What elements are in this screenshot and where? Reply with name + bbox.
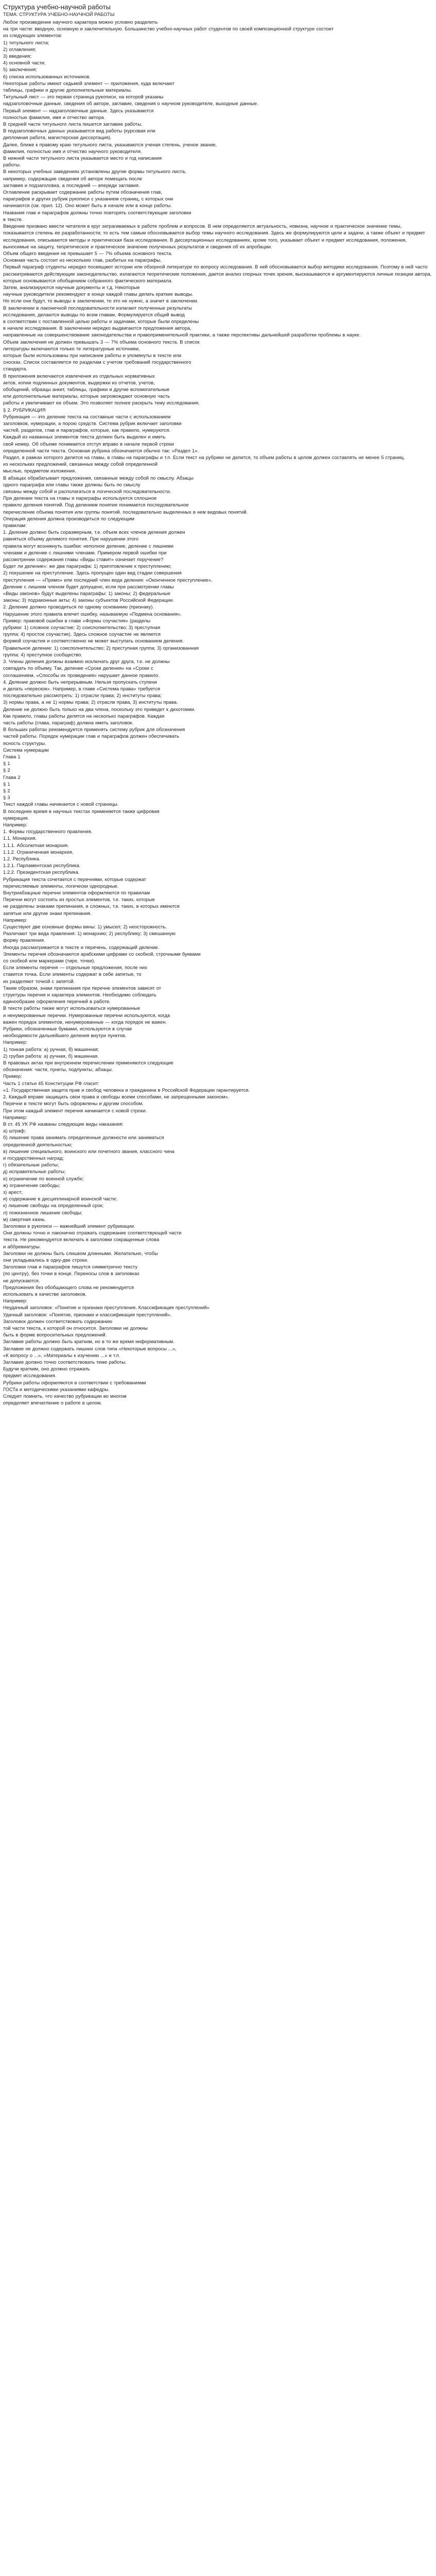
text-line: правило деления понятий. Под делением понятия понимается последовательное <box>3 502 189 508</box>
text-line: в соответствии с поставленной целью работы и задачами, которые были определены <box>3 318 199 324</box>
text-line: мыслью, предметом изложения. <box>3 468 76 474</box>
text-line: Различают три вида правления: 1) монархию; 2) республику; 3) смешанную <box>3 930 176 937</box>
text-line: не допускаются. <box>3 1277 40 1283</box>
text-line: ясность структуры. <box>3 740 46 746</box>
text-line: 4. Деление должно быть непрерывным. Нельзя пропускать ступени <box>3 679 158 685</box>
text-line: равняться объему делимого понятия. При нарушении этого <box>3 536 138 542</box>
text-line: Заголовки не должны быть слишком длинными. Желательно, чтобы <box>3 1250 158 1256</box>
text-line: «1. Государственная защита прав и свобод человека и гражданина в Российской Федерации гарантируется. <box>3 1087 250 1093</box>
text-line: Пример: правовой ошибки в главе «Формы соучастия» (разделы <box>3 617 151 623</box>
text-line: 5) заключения; <box>3 66 37 73</box>
text-line: В приложения включаются извлечения из отдельных нормативных <box>3 372 155 379</box>
text-line: ставится точка. Если элементы содержат в себе запятые, то <box>3 971 142 977</box>
text-line: фамилия, полностью имя и отчество научного руководителя. <box>3 148 142 154</box>
text-line: работы и увеличивают ее объем. Это позволяет полнее раскрыть тему исследования. <box>3 400 200 406</box>
text-line: в начале исследования. В заключении нередко выдвигаются предложения автора, <box>3 325 191 331</box>
text-line: Заголовок должен соответствовать содержанию <box>3 1318 113 1324</box>
text-line: 2. Деление должно проводиться по одному основанию (признаку). <box>3 604 154 610</box>
text-line: Оглавление раскрывает содержание работы путем обозначения глав, <box>3 189 162 195</box>
text-line: актов, копии подлинных документов, выдержки из отчетов, учетов, <box>3 379 155 385</box>
text-line: таблицы, графики и другие дополнительные материалы. <box>3 87 132 93</box>
text-line: к) лишение свободы на определенный срок; <box>3 1202 104 1209</box>
text-line: законы; 3) подзаконные акты; 4) законы субъектов Российской Федерации. <box>3 597 174 603</box>
text-line: 1. Формы государственного правления. <box>3 828 93 835</box>
text-line: Например: <box>3 821 27 827</box>
text-line: структуры перечня и характера элементов. Необходимо соблюдать <box>3 992 156 998</box>
text-line: § 2. РУБРИКАЦИЯ <box>3 406 46 413</box>
text-line: Например: <box>3 1298 27 1304</box>
text-line: Титульный лист — это первая страница рукописи, на которой указаны <box>3 94 164 100</box>
text-line: 2) грубая работа: а) ручная, б) машинная. <box>3 1053 99 1059</box>
text-line: определенной деятельностью; <box>3 1141 73 1147</box>
text-line: перечисление объема понятия или группы понятий, последовательно выделенных в нем видовых понятий. <box>3 509 248 515</box>
text-line: одного параграфа или главы также должны быть по смыслу <box>3 481 141 487</box>
text-line: а) штраф; <box>3 1128 26 1134</box>
text-line: научные руководители рекомендуют в конце каждой главы делать краткие выводы. <box>3 291 194 297</box>
text-line: б) лишение права занимать определенные должности или заниматься <box>3 1134 164 1141</box>
text-line: Деление с лишним членом будет допущено, если при рассмотрении главы <box>3 583 174 589</box>
text-line: Объем общего введения не превышает 5 — 7% объема основного текста. <box>3 250 172 256</box>
text-line: § 1 <box>3 760 10 767</box>
text-line: 3) нормы права, а не 1) нормы права; 2) отрасли права, 3) институты права. <box>3 699 178 705</box>
text-line: Глава 2 <box>3 774 21 780</box>
text-line: направленные на совершенствование законодательства и правоприменительной практики, а также перспективы дальнейшей разработки проблемы в науке. <box>3 332 361 338</box>
text-line: Иногда рассматривается в тексте и перечень, содержащий деление. <box>3 944 160 950</box>
text-line: они укладывались в одну-две строки. <box>3 1257 89 1263</box>
text-line: «Виды законов» будут выделены параграфы: 1) законы; 2) федеральные <box>3 590 171 597</box>
text-line: связаны между собой и располагаться в логической последовательности. <box>3 488 171 495</box>
text-line: Основная часть состоит из нескольких глав, разбитых на параграфы. <box>3 257 162 263</box>
text-line: Если элементы перечня — отдельные предложения, после них <box>3 964 147 971</box>
text-line: з) арест; <box>3 1189 23 1195</box>
text-line: Они должны точно и лаконично отражать содержание соответствующей части <box>3 1230 182 1236</box>
text-line: Нарушение этого правила влечет ошибку, называемую «Подмена основания». <box>3 611 182 617</box>
text-line: и государственных наград; <box>3 1155 64 1161</box>
text-line: рубрики: 1) сложное соучастие; 2) соисполнительство; 3) преступная <box>3 624 161 631</box>
text-line: перечисляемые элементы, логически однородные. <box>3 883 119 889</box>
text-line: заглавия и подзаголовка, а последний — впереди заглавия. <box>3 182 140 188</box>
text-line: параграфов и других рубрик рукописи с указанием страниц, с которых они <box>3 196 173 202</box>
text-line: правила могут возникнуть ошибки: неполное деление, деление с лишними <box>3 543 173 549</box>
text-line: В нижней части титульного листа указывается место и год написания <box>3 155 162 161</box>
text-line: г) обязательные работы; <box>3 1162 59 1168</box>
text-line: со скобкой или маркерами (тире, точки). <box>3 958 95 964</box>
text-line: § 2 <box>3 787 10 793</box>
page-subtitle: ТЕМА: СТРУКТУРА УЧЕБНО-НАУЧНОЙ РАБОТЫ <box>3 11 115 17</box>
text-line: 3. Члены деления должны взаимно исключать друг друга, т.е. не должны <box>3 658 170 665</box>
text-line: 1.1.1. Абсолютная монархия. <box>3 842 69 848</box>
text-line: § 3 <box>3 794 10 801</box>
text-line: 1.2.1. Парламентская республика. <box>3 862 81 869</box>
text-line: В подзаголовочных данных указывается вид работы (курсовая или <box>3 128 155 134</box>
text-line: ж) ограничение свободы; <box>3 1182 60 1188</box>
text-line: Рубрикация текста сочетается с перечнями, которые содержат <box>3 876 146 882</box>
text-line: преступления — «Прямо» или последний член вида деления: «Оконченное преступление». <box>3 577 213 583</box>
text-line: 4) основной части; <box>3 60 46 66</box>
text-line: 1.1. Монархия. <box>3 835 37 841</box>
text-line: Например: <box>3 1114 27 1120</box>
text-line: Будет ли деление»: же два параграфа: 1) приготовление к преступлению; <box>3 563 172 569</box>
text-line: которые были использованы при написании работы и упомянуты в тексте или <box>3 352 182 358</box>
text-line: определенной части текста. Основная рубрика обозначается обычно так: «Раздел 1». <box>3 447 199 453</box>
text-line: Затем, анализируются научные документы и т.д. Некоторые <box>3 284 140 290</box>
text-line: и) содержание в дисциплинарной воинской части; <box>3 1196 117 1202</box>
text-line: из следующих элементов: <box>3 32 62 39</box>
text-line: Рубрикация — это деление текста на составные части с использованием <box>3 413 171 419</box>
text-line: надзаголовочные данные, сведения об авторе, заглавие, сведения о научном руководителе, выходные данные. <box>3 100 258 107</box>
text-line: Первый элемент — надзаголовочные данные. Здесь указываются <box>3 107 154 113</box>
text-line: Например: <box>3 917 27 923</box>
text-line: Правильное деление: 1) соисполнительство; 2) преступная группа; 3) организованная <box>3 645 199 651</box>
text-line: и ненумерованные перечни. Нумерованные перечни используются, когда <box>3 1012 170 1018</box>
text-line: обозначения: части, пункты, подпункты, абзацы. <box>3 1066 113 1073</box>
text-line: При делении текста на главы и параграфы используется сплошное <box>3 495 157 501</box>
text-line: например, содержащие сведения об авторе помещать после <box>3 175 143 181</box>
text-line: предмет исследования. <box>3 1372 57 1379</box>
text-line: из нескольких предложений, связанных между собой определенной <box>3 461 158 467</box>
text-line: 1) тонкая работа: а) ручная, б) машинная; <box>3 1046 99 1052</box>
text-line: Существуют две основные формы вины: 1) умысел; 2) неосторожность. <box>3 924 167 930</box>
text-line: Но если они будут, то выводы в заключении, то это не нужно, а значит в заключении. <box>3 298 199 304</box>
text-line: е) ограничение по военной службе; <box>3 1175 84 1181</box>
text-line: 2. Каждый вправе защищать свои права и свободы всеми способами, не запрещенными законом». <box>3 1094 230 1100</box>
text-line: в тексте. <box>3 216 23 222</box>
text-line: Раздел, в рамках которого делится на главы, в главы на параграфы и т.п. Если текст на рубрики не делится, то объем работы в целом должен составлять не менее 5 страниц. <box>3 454 405 460</box>
text-line: В тексте работы также могут использоваться нумерованные <box>3 1005 141 1011</box>
text-line: формой соучастия и соответственно не может выступать основанием деления. <box>3 638 184 644</box>
text-line: Заглавие должно точно соответствовать теме работы. <box>3 1359 127 1365</box>
text-line: Объем заключения не должен превышать 3 — 7% объема основного текста. В список <box>3 338 200 345</box>
text-line: начинаются (см. прил. 12). Оно может быть в начале или в конце работы. <box>3 202 172 209</box>
text-line: Неудачный заголовок: «Понятие и признаки преступления. Классификация преступлений» <box>3 1304 210 1311</box>
text-line: их разделяют точкой с запятой. <box>3 978 75 984</box>
text-line: 1. Деление должно быть соразмерным, т.е. объем всех членов деления должен <box>3 529 185 535</box>
text-line: Рубрики, обозначенные буквами, используются в случае <box>3 1026 132 1032</box>
text-line: В заключении в лаконичной последовательности излагают полученные результаты <box>3 304 192 311</box>
text-line: совпадать по объему. Так, деление «Сроки деления» на «Сроки с <box>3 665 153 671</box>
text-line: § 1 <box>3 781 10 787</box>
text-line: Каждый из названных элементов текста должен быть выделен и иметь <box>3 434 166 440</box>
text-line: форму правления. <box>3 937 45 943</box>
text-line: В правовых актах при внутреннем перечислении применяются следующие <box>3 1060 173 1066</box>
text-line: и аббревиатуры. <box>3 1243 41 1249</box>
text-line: ГОСТа и методическими указаниями кафедры. <box>3 1386 110 1392</box>
text-line: В больших работах рекомендуется применять систему рубрик для обозначения <box>3 726 185 733</box>
text-line: Заголовки глав и параграфов пишутся симметрично тексту <box>3 1264 138 1270</box>
text-line: Некоторые работы имеют седьмой элемент — приложения, куда включают <box>3 80 175 86</box>
text-line: Предложения без обобщающего слова не рекомендуется <box>3 1284 134 1290</box>
text-line: дипломная работа, магистерская диссертация). <box>3 134 112 141</box>
text-line: м) смертная казнь. <box>3 1216 46 1222</box>
text-line: необходимости дальнейшего деления внутри пунктов. <box>3 1032 127 1039</box>
text-line: стандарта. <box>3 366 27 372</box>
text-line: В средней части титульного листа пишется заглавие работы. <box>3 121 143 127</box>
text-line: В абзацах обрабатывает предложения, связанные между собой по смыслу. Абзацы <box>3 474 194 481</box>
text-line: В ст. 45 УК РФ названы следующие виды наказания: <box>3 1121 124 1127</box>
text-line: Перечни в тексте могут быть оформлены и другим способом. <box>3 1100 144 1107</box>
text-line: свой номер. Об объеме понимается отступ вправо в начале первой строки <box>3 440 174 447</box>
text-line: Операция деления должна производиться по следующим <box>3 515 134 521</box>
text-line: Глава 1 <box>3 753 21 759</box>
text-line: Как правило, главы работы делятся на несколько параграфов. Каждая <box>3 713 165 719</box>
text-line: Часть 1 статьи 45 Конституции РФ гласит: <box>3 1080 99 1086</box>
text-line: Пример: <box>3 1073 22 1079</box>
text-line: 2) покушение на преступление. Здесь пропущен один вид стадии совершения <box>3 570 182 576</box>
text-line: 1.2. Республика. <box>3 855 41 861</box>
text-line: Первый параграф студенты нередко посвящают истории или обзорной литературе по вопросу исследования. В ней обосновывается выбор методики исследования. Поэтому в ней часто рассматриваются действующие законодательство, излагаются теоретические положения, дается анализ спорных точек зрения, высказываются и аргументируются личные позиции автора, которые основываются обобщением собранного фактического материала. <box>3 264 432 283</box>
text-line: Текст каждой главы начинается с новой страницы. <box>3 801 119 807</box>
text-line: Далее, ближе к правому краю титульного листа, указываются ученая степень, ученое звание, <box>3 141 217 147</box>
text-line: 1.1.2. Ограниченная монархия. <box>3 849 74 855</box>
text-line: быть в форме вопросительных предложений. <box>3 1332 107 1338</box>
text-line: «К вопросу о ...», «Материалы к изучению ...» и т.п. <box>3 1352 120 1358</box>
text-line: Рубрики работы оформляются в соответствии с требованиями <box>3 1379 146 1385</box>
text-line: часть работы (глава, параграф) должна иметь заголовок. <box>3 719 134 725</box>
text-line: Введение призвано ввести читателя в круг затрагиваемых в работе проблем и вопросов. В нем определяются актуальность, новизна, научное и практическое значение темы, показывается степень ее разработанности; то есть тем самым обосновывается выбор темы научного исследования. Здесь же формулируются цели и задачи, а также объект и предмет исследования, описываются методы и практическая база исследования. В диссертационных исследованиях, кроме того, указывает объект и предмет исследования, положения, выносимые на защиту, теоретическое и практическое значение полученных результатов и сведения об их апробации. <box>3 223 425 249</box>
text-line: группа; 4) простое соучастие). Здесь сложное соучастие не является <box>3 631 161 637</box>
text-line: Любое произведение научного характера можно условно разделить <box>3 19 158 25</box>
text-line: в) лишение специального, воинского или почетного звания, классного чина <box>3 1148 175 1154</box>
text-line: нумерация. <box>3 815 29 821</box>
text-line: важен порядок элементов, ненумерованные — когда порядок не важен. <box>3 1019 167 1025</box>
text-line: правилам: <box>3 522 27 529</box>
text-line: частей работы. Порядок нумерации глав и параграфов должен обеспечивать <box>3 733 180 739</box>
text-line: Заголовки в рукописи — важнейший элемент рубрикации. <box>3 1223 135 1229</box>
text-line: соглашением, «Способы их проведения» нарушает данное правило. <box>3 672 160 678</box>
text-line: Например: <box>3 1039 27 1045</box>
text-line: последовательно рассмотреть: 1) отрасли права; 2) институты права; <box>3 692 162 699</box>
text-line: исследования, делаются выводы по всем главам. Формулируется общий вывод <box>3 311 185 317</box>
document-body <box>3 19 433 1406</box>
text-line: Следует помнить, что качество рубрикации во многом <box>3 1393 127 1399</box>
text-line: Внутриабзацные перечни элементов оформляются по правилам <box>3 890 150 895</box>
text-line: 1) титульного листа; <box>3 39 49 45</box>
text-line: текста. Не рекомендуется включать в заголовки сокращенные слова <box>3 1236 160 1243</box>
text-line: Система нумерации <box>3 747 49 753</box>
text-line: использовать в качестве заголовков. <box>3 1291 87 1297</box>
text-line: Таким образом, знаки препинания при перечне элементов зависят от <box>3 985 162 991</box>
text-line: § 2 <box>3 767 10 773</box>
text-line: д) исправительные работы; <box>3 1168 66 1175</box>
text-line: обобщений, образцы анкет, таблицы, графики и другие вспомогательные <box>3 386 170 392</box>
text-line: сносках. Список составляется по разделам с учетом требований государственного <box>3 359 191 365</box>
text-line: Заглавие работы должно быть кратким, но в то же время информативным. <box>3 1338 175 1345</box>
text-line: той части текста, к которой он относится. Заголовки не должны <box>3 1325 148 1331</box>
text-line: Перечни могут состоять из простых элементов, т.е. таких, которые <box>3 896 155 903</box>
text-line: Удачный заголовок: «Понятие, признаки и классификация преступлений». <box>3 1311 172 1317</box>
text-line: членами и деление с лишними членами. Примером первой ошибки при <box>3 549 167 555</box>
text-line: Заглавие не должно содержать лишних слов типа «Некоторые вопросы ...», <box>3 1345 177 1351</box>
text-line: 6) списка использованных источников. <box>3 73 91 79</box>
text-line: 3) введения; <box>3 53 32 59</box>
text-line: Элементы перечня обозначаются арабскими цифрами со скобкой, строчными буквами <box>3 951 201 957</box>
text-line: Названия глав и параграфов должны точно повторять соответствующие заголовки <box>3 209 191 215</box>
text-line: заголовков, нумерации, а порою средств. Система рубрик включает заголовки <box>3 420 182 426</box>
text-line: или дополнительные материалы, которые загромождают основную часть <box>3 393 170 399</box>
text-line: л) пожизненное лишение свободы; <box>3 1209 83 1215</box>
text-line: В последнее время в научных текстах применяется также цифровая <box>3 808 160 814</box>
page-title: Структура учебно-научной работы <box>3 3 111 11</box>
text-line: определяет впечатление о работе в целом. <box>3 1400 102 1406</box>
text-line: литературы включаются только те литературные источники, <box>3 345 140 351</box>
text-line: При этом каждый элемент перечня начинается с новой строки. <box>3 1107 147 1113</box>
text-line: 1.2.2. Президентская республика. <box>3 869 80 875</box>
text-line: полностью фамилия, имя и отчество автора. <box>3 114 106 120</box>
text-line: не разделены знаками препинания, и сложных, т.е. таких, в которых имеются <box>3 903 180 909</box>
text-line: Будучи кратким, оно должно отражать <box>3 1366 90 1372</box>
text-line: рассмотрении содержания главы «Виды ставит» означает поручение? <box>3 556 164 563</box>
text-line: запятые или другие знаки препинания. <box>3 910 92 916</box>
text-line: Деление не должно быть только на два члена, поскольку это приведет к дихотомии. <box>3 706 196 712</box>
text-line: В некоторых учебных заведениях установлены другие формы титульного листа, <box>3 168 186 175</box>
text-line: частей, разделов, глав и параграфов, которые, как правило, нумеруются. <box>3 427 170 433</box>
text-line: единообразие оформления перечней в работе. <box>3 998 111 1005</box>
text-line: работы. <box>3 162 21 168</box>
text-line: и делать «перескок». Например, в главе «Система права» требуется <box>3 685 161 691</box>
text-line: группа; 4) преступное сообщество. <box>3 651 82 657</box>
text-line: на три части: вводную, основную и заключительную. Большинство учебно-научных работ студентов по своей композиционной структуре состоит <box>3 26 334 32</box>
text-line: 2) оглавления; <box>3 46 37 52</box>
text-line: (по центру), без точки в конце. Переносы слов в заголовках <box>3 1270 139 1277</box>
